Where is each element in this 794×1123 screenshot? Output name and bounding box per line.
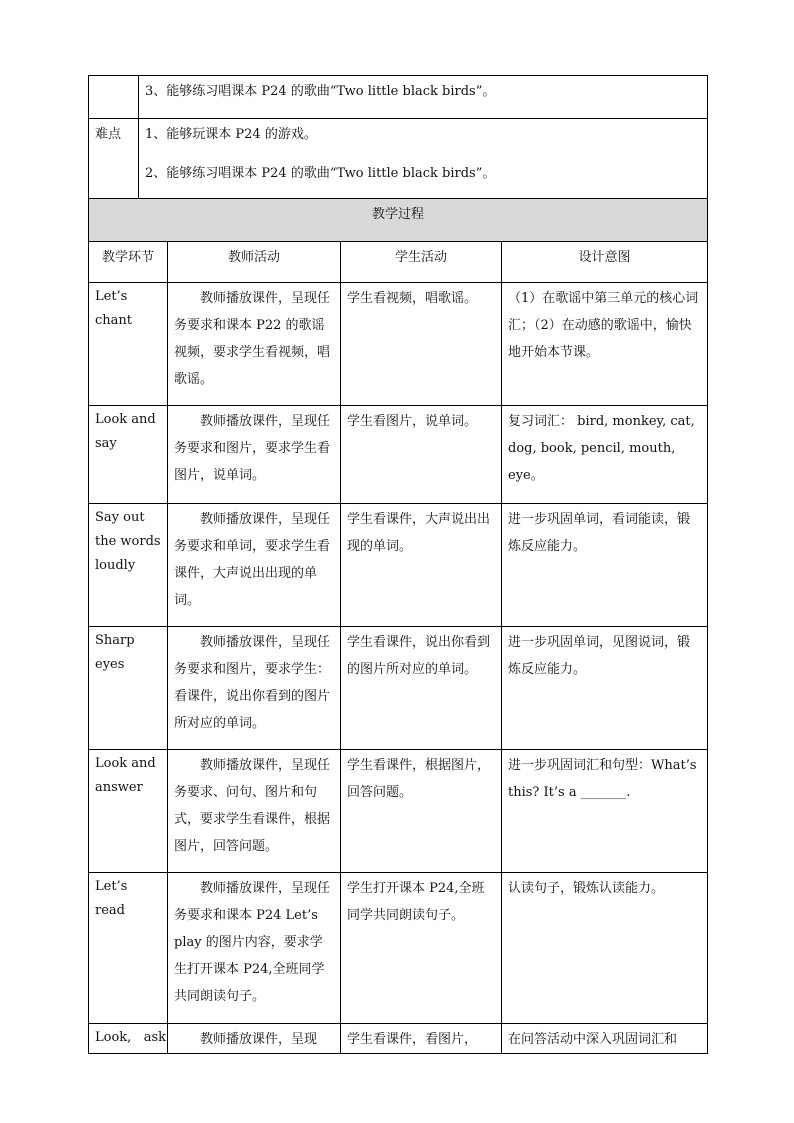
header-row xyxy=(89,242,708,283)
teacher-activity: 教师播放课件，呈现任务要求和单词，要求学生看课件，大声说出出现的单词。 xyxy=(168,504,341,627)
stage-cell: Look and say xyxy=(89,406,168,504)
teacher-activity: 教师播放课件，呈现任务要求和图片，要求学生：看课件，说出你看到的图片所对应的单词。 xyxy=(168,627,341,750)
student-activity: 学生看视频，唱歌谣。 xyxy=(341,283,502,406)
table-row xyxy=(89,627,708,750)
teacher-activity: 教师播放课件，呈现 xyxy=(168,1024,341,1054)
design-intent: 复习词汇： bird, monkey, cat, dog, book, pencil, mouth, eye。 xyxy=(502,406,708,504)
difficulty-line-1: 1、能够玩课本 P24 的游戏。 xyxy=(145,127,317,142)
table-row xyxy=(89,504,708,627)
objective-row xyxy=(89,76,708,119)
student-activity: 学生看课件，根据图片，回答问题。 xyxy=(341,750,502,873)
design-intent: 进一步巩固词汇和句型：What’s this? It’s a _______. xyxy=(502,750,708,873)
process-table xyxy=(88,198,708,1054)
process-banner: 教学过程 xyxy=(89,199,708,242)
design-intent: 进一步巩固单词，见图说词，锻炼反应能力。 xyxy=(502,627,708,750)
student-activity: 学生看课件，说出你看到的图片所对应的单词。 xyxy=(341,627,502,750)
stage-cell: Let’s chant xyxy=(89,283,168,406)
stage-cell: Sharp eyes xyxy=(89,627,168,750)
teacher-activity: 教师播放课件，呈现任务要求和课本 P24 Let’s play 的图片内容，要求学生打开课本 P24,全班同学共同朗读句子。 xyxy=(168,873,341,1024)
student-activity: 学生看课件，看图片， xyxy=(341,1024,502,1054)
student-activity: 学生看图片，说单词。 xyxy=(341,406,502,504)
design-intent: 认读句子，锻炼认读能力。 xyxy=(502,873,708,1024)
student-activity: 学生打开课本 P24,全班同学共同朗读句子。 xyxy=(341,873,502,1024)
stage-cell: Look and answer xyxy=(89,750,168,873)
design-intent: 进一步巩固单词，看词能读，锻炼反应能力。 xyxy=(502,504,708,627)
difficulty-line-2: 2、能够练习唱课本 P24 的歌曲“Two little black birds”。 xyxy=(145,166,496,181)
table-row xyxy=(89,283,708,406)
design-intent: （1）在歌谣中第三单元的核心词汇；（2）在动感的歌谣中，愉快地开始本节课。 xyxy=(502,283,708,406)
design-intent: 在问答活动中深入巩固词汇和 xyxy=(502,1024,708,1054)
table-row xyxy=(89,750,708,873)
difficulty-label: 难点 xyxy=(89,119,139,200)
objectives-table xyxy=(88,75,708,200)
objective-label-cell xyxy=(89,76,139,119)
process-banner-row xyxy=(89,199,708,242)
difficulty-row xyxy=(89,119,708,200)
header-stage: 教学环节 xyxy=(89,242,168,283)
header-intent: 设计意图 xyxy=(502,242,708,283)
difficulty-content xyxy=(139,119,708,200)
stage-cell: Let’s read xyxy=(89,873,168,1024)
teacher-activity: 教师播放课件，呈现任务要求、问句、图片和句式，要求学生看课件，根据图片，回答问题。 xyxy=(168,750,341,873)
stage-cell: Look, ask xyxy=(89,1024,168,1054)
table-row xyxy=(89,1024,708,1054)
student-activity: 学生看课件，大声说出出现的单词。 xyxy=(341,504,502,627)
teacher-activity: 教师播放课件，呈现任务要求和图片，要求学生看图片，说单词。 xyxy=(168,406,341,504)
teacher-activity: 教师播放课件，呈现任务要求和课本 P22 的歌谣视频，要求学生看视频，唱歌谣。 xyxy=(168,283,341,406)
objective-text: 3、能够练习唱课本 P24 的歌曲“Two little black birds”。 xyxy=(139,76,708,119)
header-student: 学生活动 xyxy=(341,242,502,283)
stage-cell: Say out the words loudly xyxy=(89,504,168,627)
table-row xyxy=(89,406,708,504)
header-teacher: 教师活动 xyxy=(168,242,341,283)
table-row xyxy=(89,873,708,1024)
